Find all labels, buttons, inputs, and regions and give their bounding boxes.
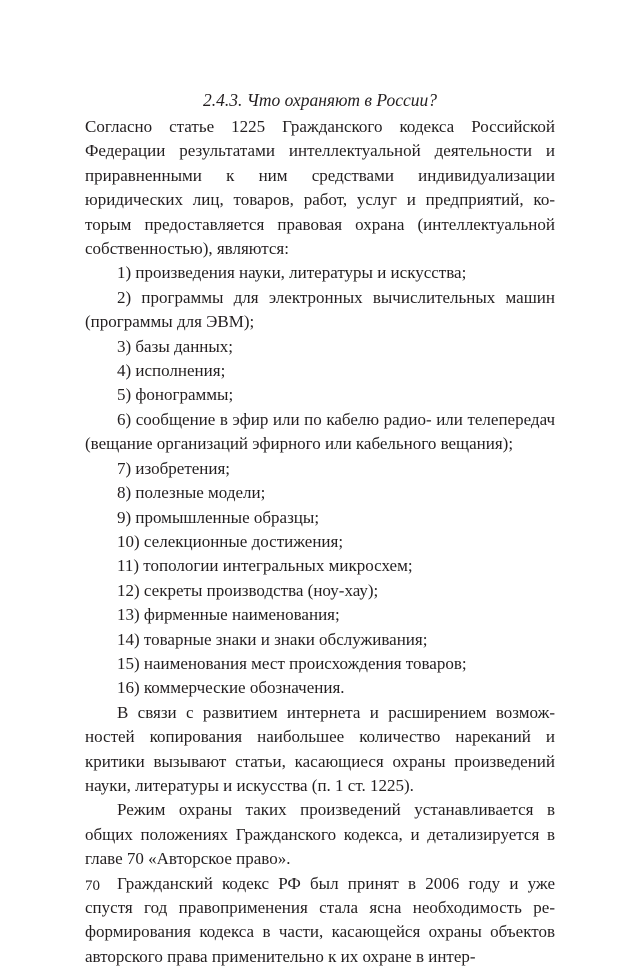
paragraph-civil-code-2006: Гражданский кодекс РФ был принят в 2006 году и уже спустя год правоприменения стала ясна необходимость реформирования кодекса в части, касающейся охраны объектов авторского права применительно к их охране в интер- (85, 873, 555, 966)
list-item: 10) селекционные достижения; (117, 531, 344, 551)
body-text (85, 115, 555, 969)
list-item: 13) фирменные наименования; (117, 605, 340, 625)
list-item: 5) фонограммы; (117, 385, 234, 405)
list-item: 16) коммерческие обозначения. (117, 678, 345, 698)
intro-paragraph: Согласно статье 1225 Гражданского кодекса Российской Федерации результатами интеллектуальной деятельности и приравненными к ним средствами индивидуализации юридических лиц, товаров, работ, услуг и предприятий, которым предоставляется правовая охрана (интеллектуальной собственностью), являются: (85, 117, 555, 259)
list-item: 3) базы данных; (117, 336, 234, 356)
page-number: 70 (85, 878, 100, 894)
list-item: 6) сообщение в эфир или по кабелю радио- или телепередач (вещание организаций эфирного или кабельного вещания); (85, 409, 555, 454)
list-item: 11) топологии интегральных микросхем; (117, 556, 413, 576)
list-item: 14) товарные знаки и знаки обслуживания; (117, 629, 428, 649)
list-item: 9) промышленные образцы; (117, 507, 320, 527)
list-item: 15) наименования мест происхождения товаров; (117, 653, 467, 673)
section-title: 2.4.3. Что охраняют в России? (203, 90, 437, 110)
list-item: 8) полезные модели; (117, 483, 266, 503)
paragraph-internet-criticism: В связи с развитием интернета и расширением возможностей копирования наибольшее количество нареканий и критики вызывают статьи, касающиеся охраны произведений науки, литературы и искусства (п. 1 ст. 1225). (85, 702, 555, 795)
list-item: 12) секреты производства (ноу-хау); (117, 580, 379, 600)
list-item: 1) произведения науки, литературы и искусства; (117, 263, 467, 283)
list-item: 2) программы для электронных вычислительных машин (программы для ЭВМ); (85, 287, 555, 332)
list-item: 4) исполнения; (117, 361, 226, 381)
paragraph-protection-regime: Режим охраны таких произведений устанавливается в общих положениях Гражданского кодекса, и детализируется в главе 70 «Авторское право». (85, 800, 555, 869)
list-item: 7) изобретения; (117, 458, 231, 478)
